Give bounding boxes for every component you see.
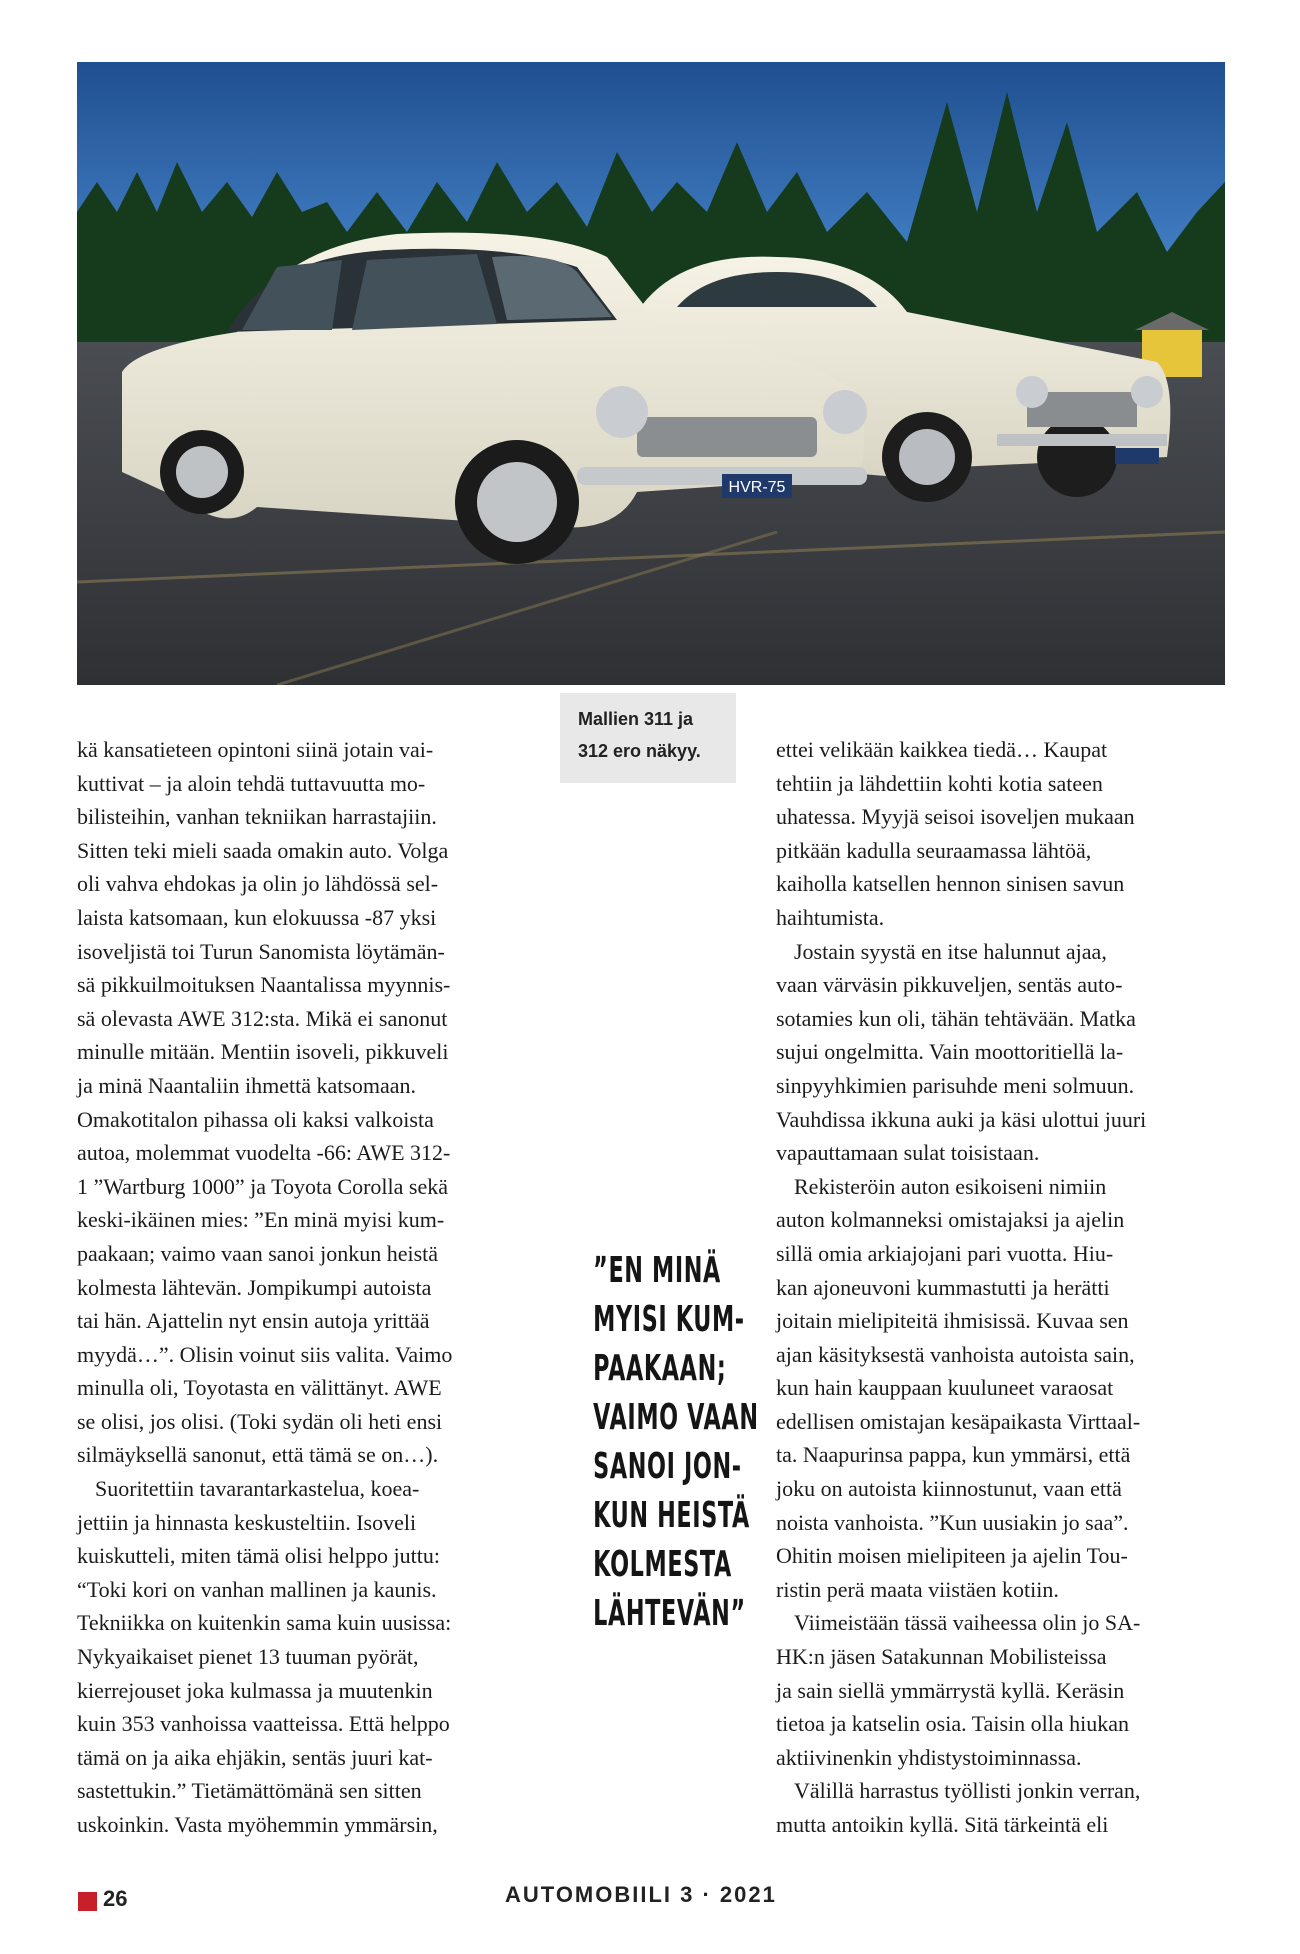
text-line: kuttivat – ja aloin tehdä tuttavuutta mo-: [77, 770, 426, 796]
text-line: keski-ikäinen mies: ”En minä myisi kum-: [77, 1207, 445, 1233]
text-line: jettiin ja hinnasta keskusteltiin. Isoveli: [77, 1509, 417, 1535]
pull-quote-line: MYISI KUM-: [593, 1299, 745, 1340]
text-line: noista vanhoista. ”Kun uusiakin jo saa”.: [776, 1509, 1129, 1535]
text-line: auton kolmanneksi omistajaksi ja ajelin: [776, 1207, 1125, 1233]
text-line: vapauttamaan sulat toisistaan.: [776, 1140, 1040, 1166]
pull-quote-line: ”EN MINÄ: [593, 1250, 721, 1291]
text-line: kuiskutteli, miten tämä olisi helppo juttu:: [77, 1543, 440, 1569]
text-line: sastettukin.” Tietämättömänä sen sitten: [77, 1778, 422, 1804]
text-line: sä olevasta AWE 312:sta. Mikä ei sanonut: [77, 1005, 448, 1031]
text-line: 1 ”Wartburg 1000” ja Toyota Corolla sekä: [77, 1173, 449, 1199]
text-line: HK:n jäsen Satakunnan Mobilisteissa: [776, 1644, 1107, 1670]
text-line: silmäyksellä sanonut, että tämä se on…).: [77, 1442, 439, 1468]
pull-quote-line: LÄHTEVÄN”: [593, 1593, 746, 1634]
text-line: tehtiin ja lähdettiin kohti kotia sateen: [776, 770, 1103, 796]
text-line: minulle mitään. Mentiin isoveli, pikkuveli: [77, 1039, 449, 1065]
text-line: isoveljistä toi Turun Sanomista löytämän-: [77, 938, 445, 964]
text-line: myydä…”. Olisin voinut siis valita. Vaimo: [77, 1341, 453, 1367]
text-line: Omakotitalon pihassa oli kaksi valkoista: [77, 1106, 434, 1132]
text-line: Vauhdissa ikkuna auki ja käsi ulottui juuri: [776, 1106, 1147, 1132]
text-line: vaan värväsin pikkuveljen, sentäs auto-: [776, 972, 1123, 998]
text-line: bilisteihin, vanhan tekniikan harrastajiin.: [77, 804, 437, 830]
text-line: Tekniikka on kuitenkin sama kuin uusissa:: [77, 1610, 452, 1636]
article-photo: [77, 62, 1225, 685]
text-line: joitain mielipiteitä ihmisissä. Kuvaa sen: [776, 1308, 1129, 1334]
text-line: uskoinkin. Vasta myöhemmin ymmärsin,: [77, 1812, 438, 1837]
text-line: joku on autoista kiinnostunut, vaan että: [776, 1476, 1122, 1502]
text-line: ajan käsityksestä vanhoista autoista sain,: [776, 1341, 1135, 1367]
text-line: ettei velikään kaikkea tiedä… Kaupat: [776, 737, 1108, 762]
text-line: laista katsomaan, kun elokuussa -87 yksi: [77, 904, 437, 930]
text-line: tai hän. Ajattelin nyt ensin autoja yrittää: [77, 1308, 430, 1334]
text-line: kan ajoneuvoni kummastutti ja herätti: [776, 1274, 1110, 1300]
text-line: kierrejouset joka kulmassa ja muutenkin: [77, 1677, 433, 1703]
text-line: haihtumista.: [776, 904, 885, 930]
text-line: autoa, molemmat vuodelta -66: AWE 312-: [77, 1140, 451, 1166]
front-license-plate: HVR-75: [728, 479, 786, 496]
text-line: Nykyaikaiset pienet 13 tuuman pyörät,: [77, 1644, 419, 1670]
text-line: aktiivinenkin yhdistystoiminnassa.: [776, 1744, 1082, 1770]
text-line: ristin perä maata viistäen kotiin.: [776, 1576, 1059, 1602]
pull-quote-line: KOLMESTA: [593, 1544, 732, 1585]
text-line: ja minä Naantaliin ihmettä katsomaan.: [77, 1072, 417, 1098]
text-line: kuin 353 vanhoissa vaatteissa. Että helppo: [77, 1711, 450, 1737]
photo-caption: [560, 693, 736, 783]
text-line: sujui ongelmitta. Vain moottoritiellä la-: [776, 1039, 1124, 1065]
text-line: Viimeistään tässä vaiheessa olin jo SA-: [794, 1610, 1141, 1636]
caption-line: Mallien 311 ja: [578, 709, 694, 729]
text-line: kä kansatieteen opintoni siinä jotain vai-: [77, 737, 434, 762]
article-column-left: [77, 733, 532, 1842]
text-line: Rekisteröin auton esikoiseni nimiin: [794, 1173, 1107, 1199]
text-line: ja sain siellä ymmärrystä kyllä. Keräsin: [776, 1677, 1125, 1703]
text-line: se olisi, jos olisi. (Toki sydän oli heti ensi: [77, 1408, 443, 1434]
pull-quote-line: VAIMO VAAN: [593, 1397, 759, 1438]
pull-quote-line: PAAKAAN;: [593, 1348, 727, 1389]
text-line: uhatessa. Myyjä seisoi isoveljen mukaan: [776, 804, 1135, 830]
page-number: 26: [103, 1886, 128, 1911]
text-line: tietoa ja katselin osia. Taisin olla hiukan: [776, 1711, 1130, 1737]
pull-quote-line: KUN HEISTÄ: [593, 1495, 750, 1536]
text-line: ta. Naapurinsa pappa, kun ymmärsi, että: [776, 1442, 1131, 1468]
text-line: minulla oli, Toyotasta en välittänyt. AWE: [77, 1375, 442, 1401]
pull-quote-line: SANOI JON-: [593, 1446, 742, 1487]
two-cars-photo: [77, 62, 1225, 685]
caption-line: 312 ero näkyy.: [578, 741, 701, 761]
text-line: Ohitin moisen mielipiteen ja ajelin Tou-: [776, 1543, 1128, 1569]
text-line: kun hain kauppaan kuuluneet varaosat: [776, 1375, 1114, 1401]
text-line: Välillä harrastus työllisti jonkin verran,: [794, 1778, 1141, 1804]
text-line: edellisen omistajan kesäpaikasta Virttaal-: [776, 1408, 1141, 1434]
text-line: mutta antoikin kyllä. Sitä tärkeintä eli: [776, 1812, 1109, 1837]
text-line: Suoritettiin tavarantarkastelua, koea-: [95, 1476, 420, 1502]
page-marker: [78, 1892, 97, 1911]
text-line: kaiholla katsellen hennon sinisen savun: [776, 871, 1125, 897]
pull-quote: [593, 1246, 759, 1638]
magazine-footer: AUTOMOBIILI 3 · 2021: [505, 1882, 777, 1907]
text-line: kolmesta lähtevän. Jompikumpi autoista: [77, 1274, 432, 1300]
text-line: “Toki kori on vanhan mallinen ja kaunis.: [77, 1576, 437, 1602]
text-line: tämä on ja aika ehjäkin, sentäs juuri kat-: [77, 1744, 433, 1770]
text-line: Sitten teki mieli saada omakin auto. Volga: [77, 837, 449, 863]
text-line: sä pikkuilmoituksen Naantalissa myynnis-: [77, 972, 451, 998]
text-line: sotamies kun oli, tähän tehtävään. Matka: [776, 1005, 1136, 1031]
text-line: Jostain syystä en itse halunnut ajaa,: [794, 938, 1107, 964]
text-line: pitkään kadulla seuraamassa lähtöä,: [776, 837, 1092, 863]
text-line: sinpyyhkimien parisuhde meni solmuun.: [776, 1072, 1135, 1098]
text-line: paakaan; vaimo vaan sanoi jonkun heistä: [77, 1240, 439, 1266]
text-line: sillä omia arkiajojani pari vuotta. Hiu-: [776, 1240, 1114, 1266]
article-column-right: [776, 733, 1216, 1842]
text-line: oli vahva ehdokas ja olin jo lähdössä sel-: [77, 871, 439, 897]
